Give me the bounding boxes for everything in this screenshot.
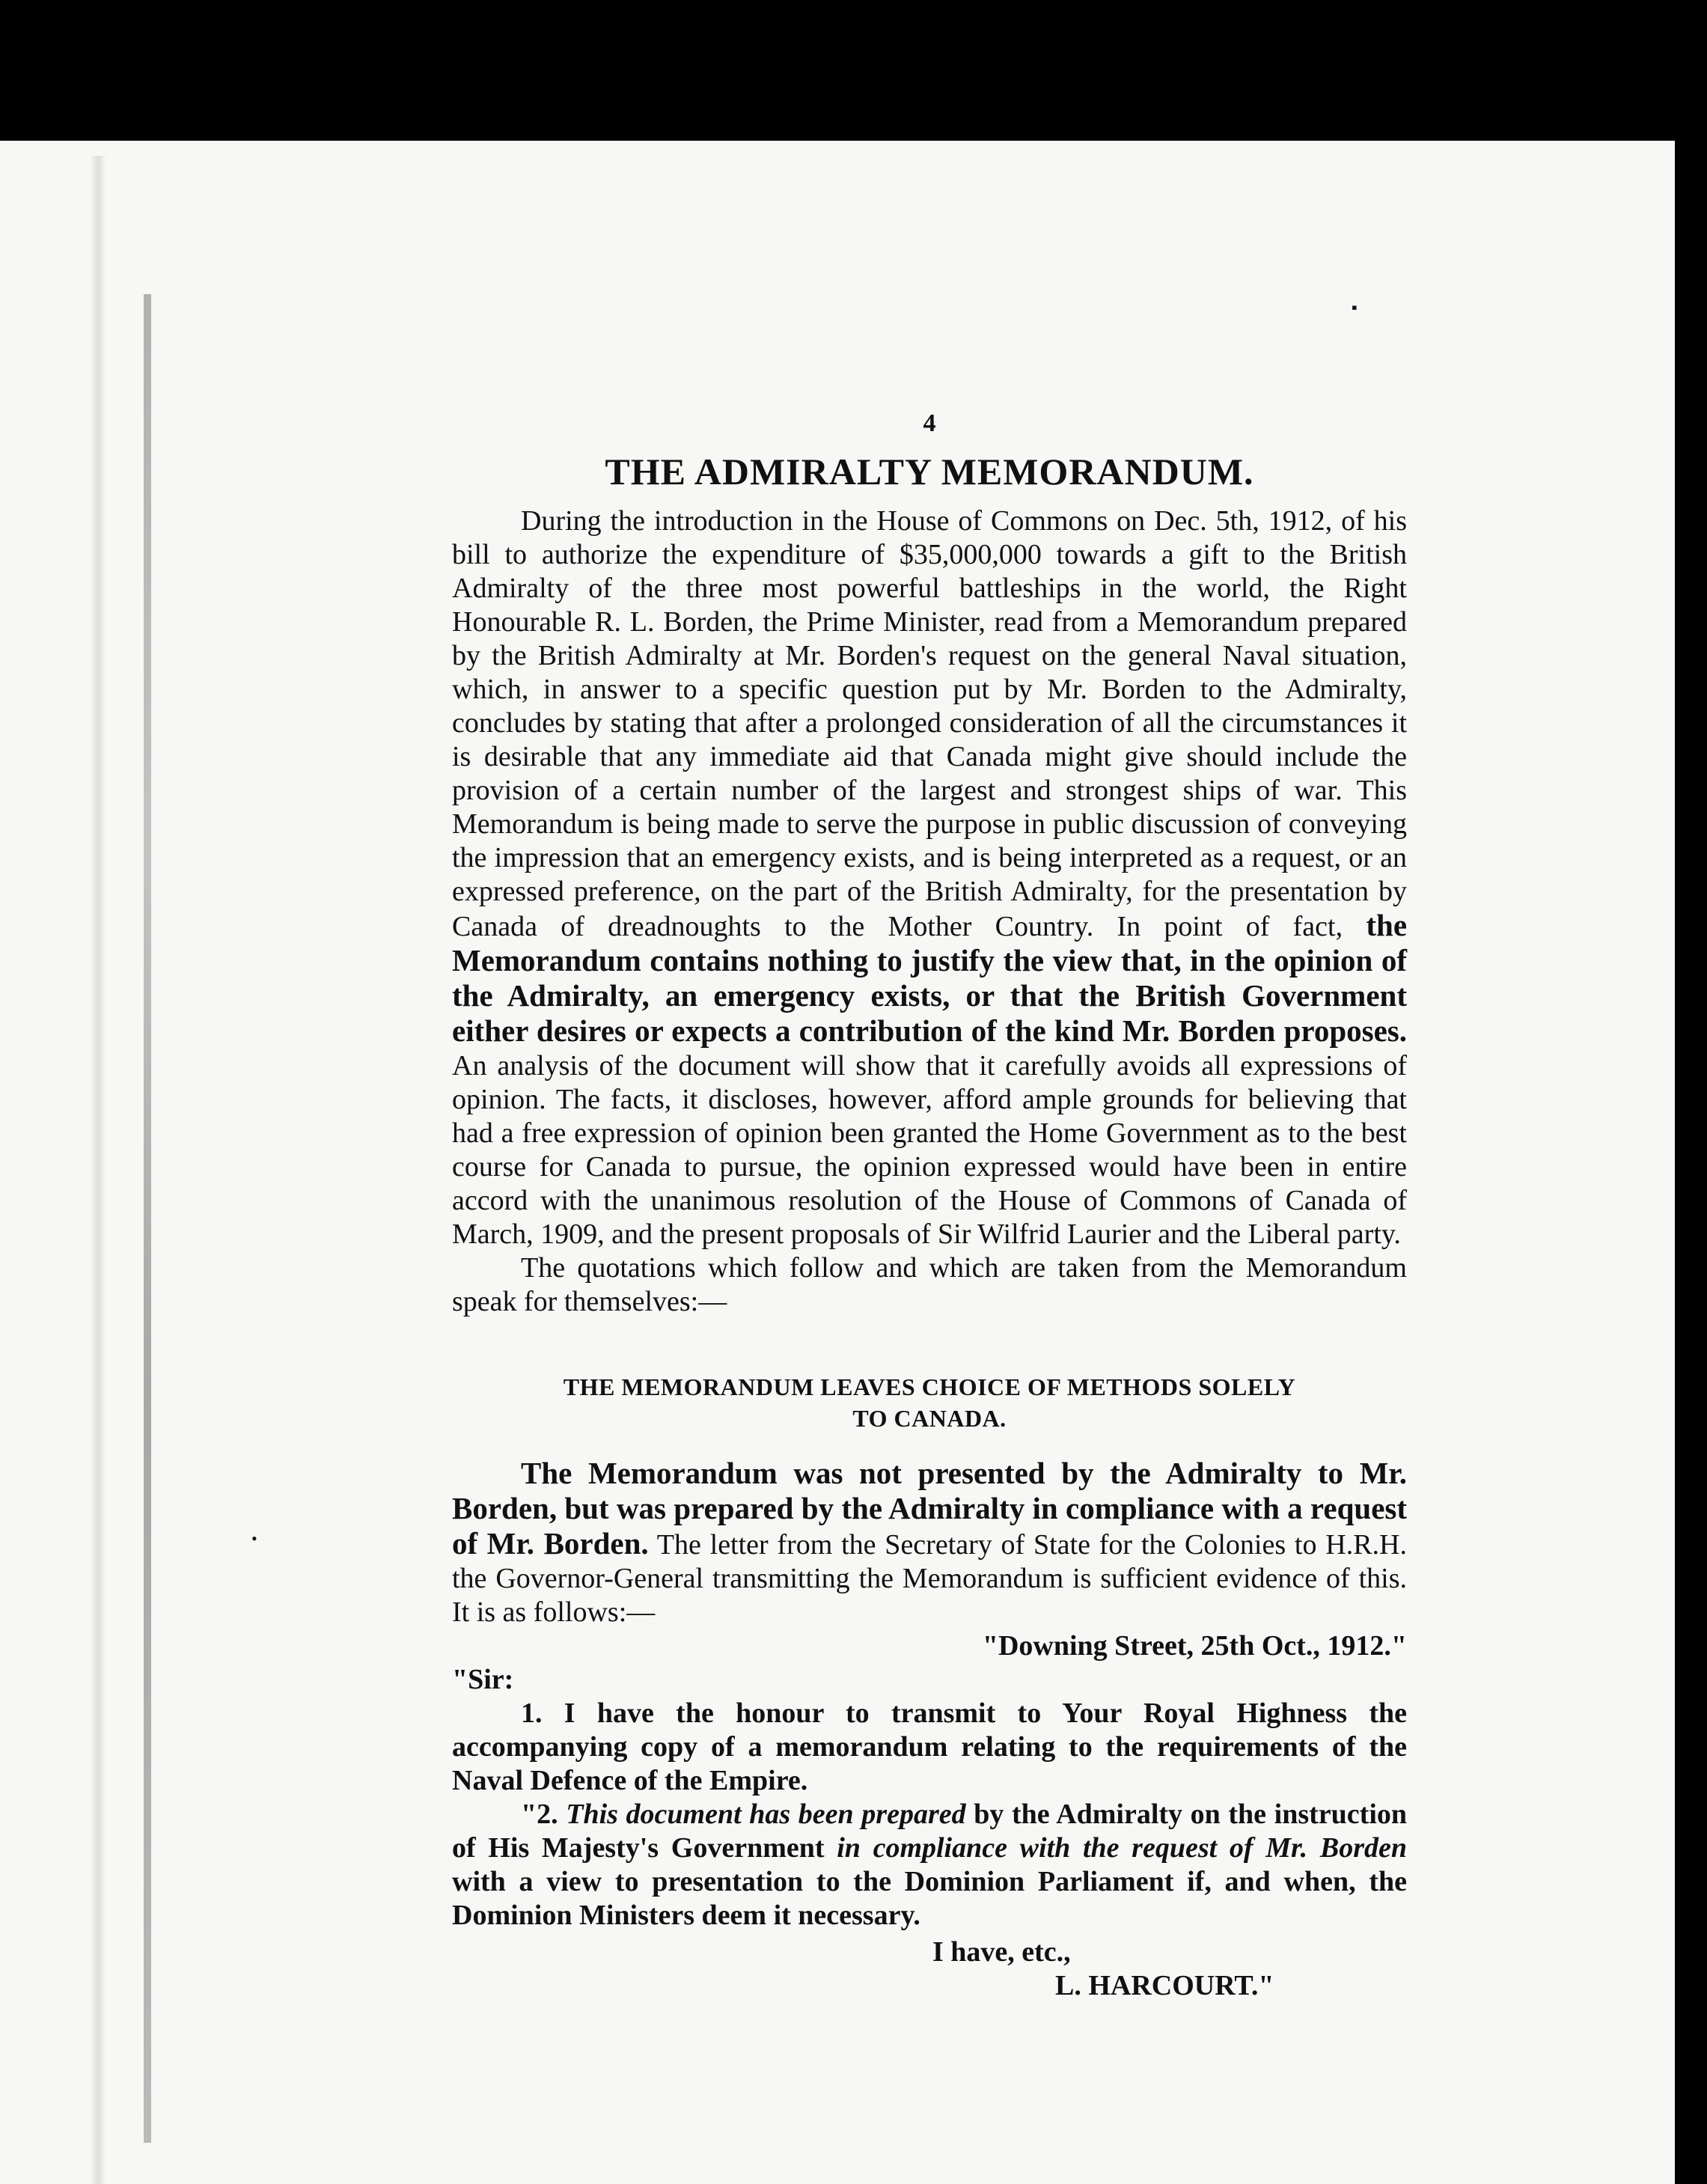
- letter-item-1: 1. I have the honour to transmit to Your Royal Highness the accompanying copy of a memorandum relating to the requirements of the Naval Defence of the Empire.: [452, 1698, 1407, 1796]
- binding-edge: [144, 294, 151, 2143]
- item2-number: "2.: [521, 1799, 558, 1830]
- document-page: [0, 141, 1675, 2184]
- print-speck: ▪: [1352, 298, 1358, 317]
- section-paragraph: [452, 1456, 1407, 1629]
- item2-italic-1: This document has been prepared: [566, 1799, 966, 1830]
- letter-item-2: [452, 1798, 1407, 1933]
- letter-dateline: "Downing Street, 25th Oct., 1912.": [982, 1630, 1407, 1662]
- section-bold-lead: The Memorandum was not presented by the Admiralty to Mr. Borden, but was prepared by the Admiralty in compliance with a request of Mr. Borden.: [452, 1456, 1407, 1561]
- document-body: [452, 409, 1407, 2003]
- item2-text-2: with a view to presentation to the Dominion Parliament if, and when, the Dominion Ministers deem it necessary.: [452, 1866, 1407, 1931]
- intro-paragraph: [452, 504, 1407, 1251]
- letter-signature: L. HARCOURT.": [1055, 1970, 1274, 2001]
- page-spine-shadow: [90, 156, 106, 2184]
- section-rest: The letter from the Secretary of State for the Colonies to H.R.H. the Governor-General transmitting the Memorandum is sufficient evidence of this. It is as follows:—: [452, 1529, 1407, 1628]
- intro-bold-claim: the Memorandum contains nothing to justify the view that, in the opinion of the Admiralty, an emergency exists, or that the British Government either desires or expects a contribution of the kind Mr. Borden proposes.: [452, 908, 1408, 1048]
- letter-salutation: "Sir:: [452, 1664, 514, 1695]
- section-heading-line2: TO CANADA.: [852, 1405, 1007, 1432]
- letter-closing: I have, etc.,: [932, 1936, 1071, 1968]
- intro-plain: During the introduction in the House of Commons on Dec. 5th, 1912, of his bill to authorize the expenditure of $35,000,000 towards a gift to the British Admiralty of the three most powerful battleships in the world, the Right Honourable R. L. Borden, the Prime Minister, read from a Memorandum prepared by the British Admiralty at Mr. Borden's request on the general Naval situation, which, in answer to a specific question put by Mr. Borden to the Admiralty, concludes by stating that after a prolonged consideration of all the circumstances it is desirable that any immediate aid that Canada might give should include the provision of a certain number of the largest and strongest ships of war. This Memorandum is being made to serve the purpose in public discussion of conveying the impression that an emergency exists, and is being interpreted as a request, or an expressed preference, on the part of the British Admiralty, for the presentation by Canada of dreadnoughts to the Mother Country. In point of fact,: [452, 505, 1407, 942]
- item2-italic-2: in compliance with the request of Mr. Borden: [837, 1832, 1407, 1864]
- margin-mark: •: [251, 1529, 257, 1548]
- quotations-intro: The quotations which follow and which are taken from the Memorandum speak for themselves:—: [452, 1252, 1407, 1317]
- page-title: THE ADMIRALTY MEMORANDUM.: [605, 451, 1254, 492]
- item2-text-1: by the Admiralty on the instruction of His Majesty's Government: [452, 1799, 1408, 1864]
- section-heading-line1: THE MEMORANDUM LEAVES CHOICE OF METHODS SOLELY: [563, 1373, 1296, 1400]
- intro-tail: An analysis of the document will show that it carefully avoids all expressions of opinion. The facts, it discloses, however, afford ample grounds for believing that had a free expression of opinion been granted the Home Government as to the best course for Canada to pursue, the opinion expressed would have been in entire accord with the unanimous resolution of the House of Commons of Canada of March, 1909, and the present proposals of Sir Wilfrid Laurier and the Liberal party.: [452, 1050, 1407, 1250]
- page-number: 4: [923, 409, 936, 437]
- section-heading: [452, 1371, 1407, 1434]
